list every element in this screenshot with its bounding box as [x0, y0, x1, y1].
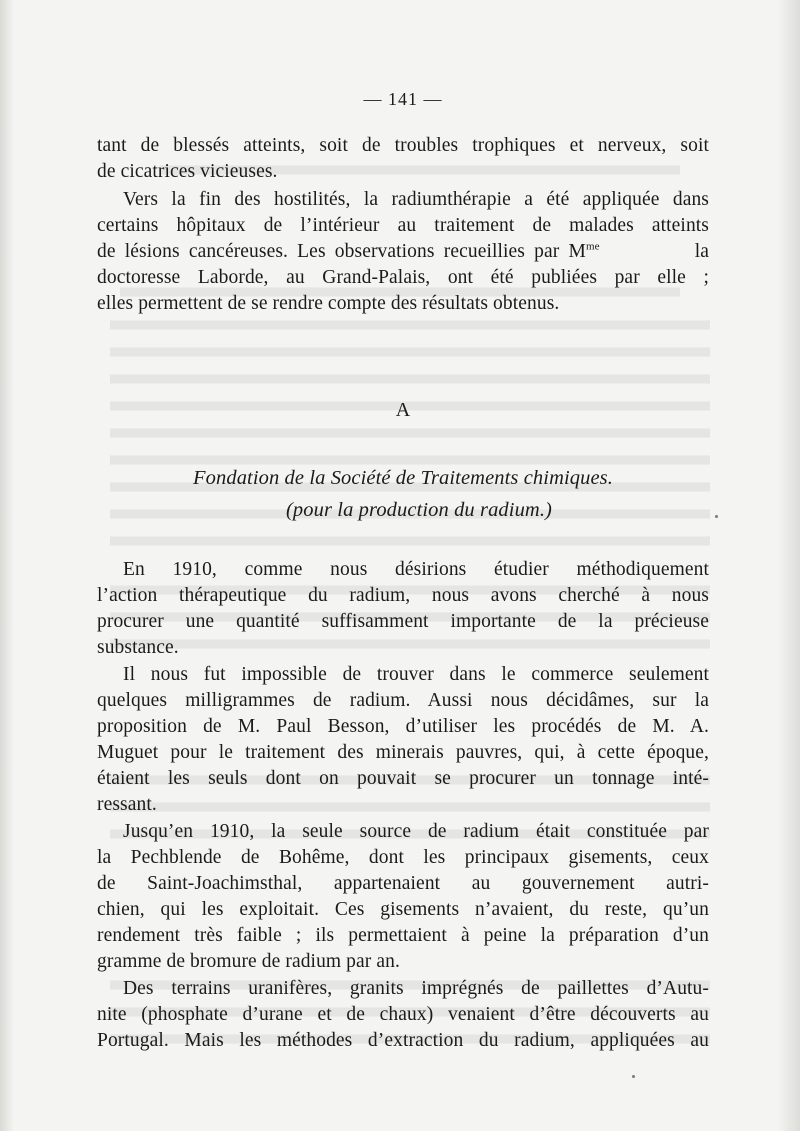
section-letter: A	[395, 399, 411, 421]
page-edge-shadow-left	[0, 0, 14, 1131]
text-line: substance.	[97, 637, 179, 658]
text-run: la	[694, 241, 709, 262]
text-line: certains hôpitaux de l’intérieur au traitement de malades atteints	[97, 215, 709, 236]
text-line: Muguet pour le traitement des minerais pauvres, qui, à cette époque,	[97, 742, 709, 763]
text-line: Vers la fin des hostilités, la radiumthérapie a été appliquée dans	[123, 189, 709, 210]
text-line: rendement très faible ; ils permettaient à peine la préparation d’un	[97, 925, 709, 946]
page-number: — 141 —	[363, 89, 443, 109]
text-line: la Pechblende de Bohême, dont les principaux gisements, ceux	[97, 847, 709, 868]
section-title: Fondation de la Société de Traitements chimiques.	[193, 467, 613, 489]
text-line: Portugal. Mais les méthodes d’extraction du radium, appliquées au	[97, 1030, 709, 1051]
text-line: quelques milligrammes de radium. Aussi nous décidâmes, sur la	[97, 690, 709, 711]
section-subtitle: (pour la production du radium.)	[286, 499, 552, 521]
text-line: doctoresse Laborde, au Grand-Palais, ont été publiées par elle ;	[97, 267, 709, 288]
text-line: tant de blessés atteints, soit de troubles trophiques et nerveux, soit	[97, 135, 709, 156]
text-line: ressant.	[97, 794, 157, 815]
text-line: Des terrains uranifères, granits imprégnés de paillettes d’Autu-	[123, 978, 709, 999]
page-edge-shadow-right	[778, 0, 800, 1131]
text-line: de Saint-Joachimsthal, appartenaient au gouvernement autri-	[97, 873, 709, 894]
text-run: de lésions cancéreuses. Les observations recueillies par M	[97, 241, 586, 262]
text-line: Jusqu’en 1910, la seule source de radium était constituée par	[123, 821, 709, 842]
text-line: elles permettent de se rendre compte des résultats obtenus.	[97, 293, 560, 314]
text-line: proposition de M. Paul Besson, d’utiliser les procédés de M. A.	[97, 716, 709, 737]
text-line: chien, qui les exploitait. Ces gisements n’avaient, du reste, qu’un	[97, 899, 709, 920]
text-line: gramme de bromure de radium par an.	[97, 951, 400, 972]
text-line: Il nous fut impossible de trouver dans le commerce seulement	[123, 664, 709, 685]
text-line: de cicatrices vicieuses.	[97, 161, 278, 182]
text-line: En 1910, comme nous désirions étudier méthodiquement	[123, 559, 709, 580]
text-line-with-superscript	[97, 239, 709, 265]
superscript-me: me	[585, 240, 600, 253]
text-line: procurer une quantité suffisamment importante de la précieuse	[97, 611, 709, 632]
speck-mark	[632, 1075, 635, 1078]
text-line: l’action thérapeutique du radium, nous avons cherché à nous	[97, 585, 709, 606]
text-line: étaient les seuls dont on pouvait se procurer un tonnage inté-	[97, 768, 709, 789]
text-line: nite (phosphate d’urane et de chaux) venaient d’être découverts au	[97, 1004, 709, 1025]
